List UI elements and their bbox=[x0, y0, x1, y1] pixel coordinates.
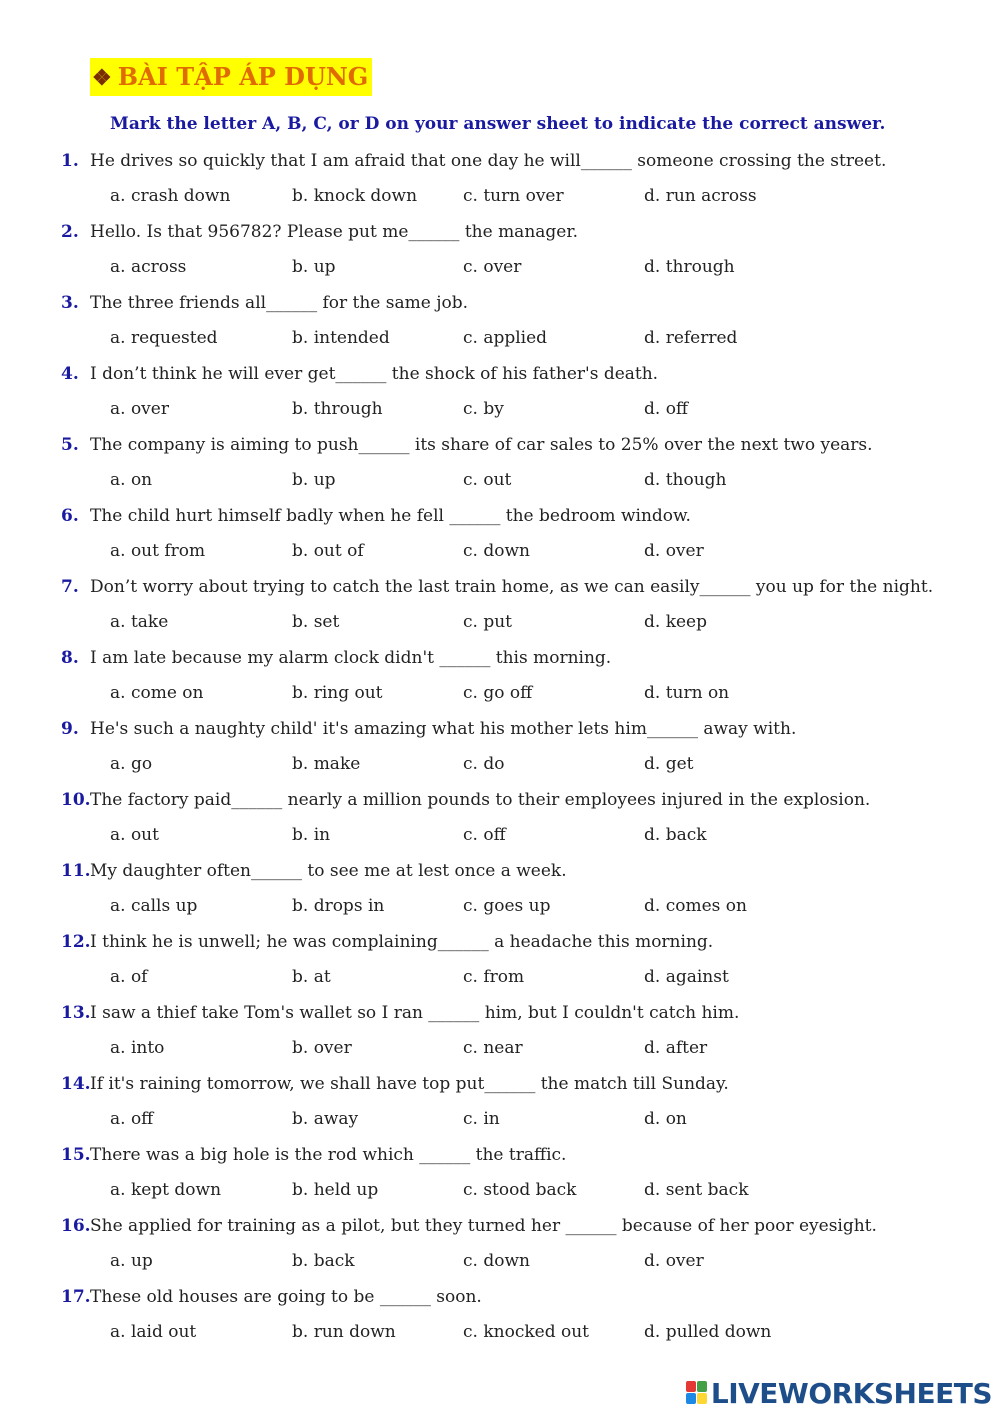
answer-option-c[interactable]: c. turn over bbox=[463, 186, 564, 206]
answer-option-b[interactable]: b. intended bbox=[292, 328, 390, 348]
answer-option-d[interactable]: d. run across bbox=[644, 186, 757, 206]
exercise-title-text: BÀI TẬP ÁP DỤNG bbox=[117, 62, 369, 91]
answer-option-b[interactable]: b. held up bbox=[292, 1180, 379, 1200]
question-text: There was a big hole is the rod which ______ the traffic. bbox=[90, 1145, 567, 1165]
instruction-text: Mark the letter A, B, C, or D on your answer sheet to indicate the correct answer. bbox=[110, 114, 886, 134]
answer-option-c[interactable]: c. near bbox=[463, 1038, 523, 1058]
answer-option-b[interactable]: b. up bbox=[292, 257, 336, 277]
answer-option-a[interactable]: a. on bbox=[110, 470, 153, 490]
question-number: 11. bbox=[61, 861, 91, 881]
question-item bbox=[0, 362, 1000, 433]
question-item bbox=[0, 1072, 1000, 1143]
question-text: The three friends all______ for the same job. bbox=[90, 293, 469, 313]
answer-option-b[interactable]: b. in bbox=[292, 825, 331, 845]
answer-option-d[interactable]: d. over bbox=[644, 1251, 704, 1271]
answer-option-b[interactable]: b. drops in bbox=[292, 896, 385, 916]
question-number: 8. bbox=[61, 648, 79, 668]
answer-option-c[interactable]: c. down bbox=[463, 1251, 530, 1271]
answer-option-d[interactable]: d. after bbox=[644, 1038, 708, 1058]
answer-option-c[interactable]: c. out bbox=[463, 470, 512, 490]
question-number: 7. bbox=[61, 577, 79, 597]
answer-option-b[interactable]: b. knock down bbox=[292, 186, 418, 206]
answer-option-a[interactable]: a. out from bbox=[110, 541, 206, 561]
answer-option-c[interactable]: c. go off bbox=[463, 683, 533, 703]
answer-option-b[interactable]: b. set bbox=[292, 612, 340, 632]
answer-option-d[interactable]: d. through bbox=[644, 257, 735, 277]
answer-option-a[interactable]: a. out bbox=[110, 825, 159, 845]
question-item bbox=[0, 930, 1000, 1001]
answer-option-a[interactable]: a. into bbox=[110, 1038, 165, 1058]
question-text: These old houses are going to be ______ soon. bbox=[90, 1287, 482, 1307]
question-item bbox=[0, 1214, 1000, 1285]
question-item bbox=[0, 1285, 1000, 1356]
answer-option-c[interactable]: c. stood back bbox=[463, 1180, 577, 1200]
answer-option-c[interactable]: c. knocked out bbox=[463, 1322, 589, 1342]
answer-option-d[interactable]: d. off bbox=[644, 399, 689, 419]
question-text: Don’t worry about trying to catch the last train home, as we can easily______ you up for the night. bbox=[90, 577, 934, 597]
answer-option-d[interactable]: d. turn on bbox=[644, 683, 730, 703]
answer-option-c[interactable]: c. goes up bbox=[463, 896, 551, 916]
question-number: 6. bbox=[61, 506, 79, 526]
question-item bbox=[0, 717, 1000, 788]
question-item bbox=[0, 504, 1000, 575]
question-text: He's such a naughty child' it's amazing what his mother lets him______ away with. bbox=[90, 719, 797, 739]
question-item bbox=[0, 646, 1000, 717]
question-number: 4. bbox=[61, 364, 79, 384]
question-text: I am late because my alarm clock didn't ______ this morning. bbox=[90, 648, 612, 668]
answer-option-c[interactable]: c. by bbox=[463, 399, 504, 419]
answer-option-d[interactable]: d. sent back bbox=[644, 1180, 749, 1200]
question-item bbox=[0, 291, 1000, 362]
question-text: The factory paid______ nearly a million pounds to their employees injured in the explosion. bbox=[90, 790, 871, 810]
liveworksheets-logo-text: LIVEWORKSHEETS bbox=[710, 1376, 992, 1410]
question-number: 16. bbox=[61, 1216, 91, 1236]
answer-option-b[interactable]: b. back bbox=[292, 1251, 355, 1271]
answer-option-a[interactable]: a. kept down bbox=[110, 1180, 222, 1200]
answer-option-a[interactable]: a. over bbox=[110, 399, 169, 419]
question-number: 3. bbox=[61, 293, 79, 313]
question-number: 1. bbox=[61, 151, 79, 171]
answer-option-c[interactable]: c. from bbox=[463, 967, 525, 987]
question-item bbox=[0, 1001, 1000, 1072]
answer-option-a[interactable]: a. off bbox=[110, 1109, 154, 1129]
question-text: If it's raining tomorrow, we shall have top put______ the match till Sunday. bbox=[90, 1074, 729, 1094]
answer-option-c[interactable]: c. over bbox=[463, 257, 522, 277]
answer-option-b[interactable]: b. out of bbox=[292, 541, 364, 561]
exercise-title bbox=[90, 58, 372, 96]
question-item bbox=[0, 859, 1000, 930]
answer-option-b[interactable]: b. make bbox=[292, 754, 361, 774]
answer-option-a[interactable]: a. across bbox=[110, 257, 187, 277]
answer-option-d[interactable]: d. back bbox=[644, 825, 707, 845]
liveworksheets-logo bbox=[686, 1378, 992, 1408]
question-number: 2. bbox=[61, 222, 79, 242]
answer-option-b[interactable]: b. ring out bbox=[292, 683, 383, 703]
answer-option-d[interactable]: d. keep bbox=[644, 612, 707, 632]
question-item bbox=[0, 1143, 1000, 1214]
answer-option-a[interactable]: a. requested bbox=[110, 328, 218, 348]
answer-option-a[interactable]: a. take bbox=[110, 612, 169, 632]
question-number: 12. bbox=[61, 932, 91, 952]
answer-option-b[interactable]: b. over bbox=[292, 1038, 352, 1058]
answer-option-d[interactable]: d. though bbox=[644, 470, 727, 490]
liveworksheets-logo-icon bbox=[686, 1381, 708, 1405]
answer-option-c[interactable]: c. off bbox=[463, 825, 506, 845]
answer-option-d[interactable]: d. pulled down bbox=[644, 1322, 772, 1342]
question-number: 15. bbox=[61, 1145, 91, 1165]
question-text: He drives so quickly that I am afraid that one day he will______ someone crossing the street. bbox=[90, 151, 887, 171]
answer-option-a[interactable]: a. go bbox=[110, 754, 153, 774]
question-text: My daughter often______ to see me at lest once a week. bbox=[90, 861, 567, 881]
answer-option-b[interactable]: b. up bbox=[292, 470, 336, 490]
answer-option-a[interactable]: a. of bbox=[110, 967, 148, 987]
answer-option-a[interactable]: a. up bbox=[110, 1251, 153, 1271]
diamond-bullet-icon: ❖ bbox=[92, 65, 112, 91]
answer-option-c[interactable]: c. put bbox=[463, 612, 512, 632]
answer-option-b[interactable]: b. at bbox=[292, 967, 331, 987]
answer-option-a[interactable]: a. crash down bbox=[110, 186, 231, 206]
answer-option-b[interactable]: b. away bbox=[292, 1109, 359, 1129]
question-number: 9. bbox=[61, 719, 79, 739]
answer-option-d[interactable]: d. comes on bbox=[644, 896, 747, 916]
answer-option-b[interactable]: b. run down bbox=[292, 1322, 396, 1342]
answer-option-c[interactable]: c. down bbox=[463, 541, 530, 561]
question-text: The child hurt himself badly when he fell ______ the bedroom window. bbox=[90, 506, 691, 526]
question-item bbox=[0, 788, 1000, 859]
answer-option-d[interactable]: d. against bbox=[644, 967, 729, 987]
answer-option-a[interactable]: a. come on bbox=[110, 683, 204, 703]
answer-option-d[interactable]: d. get bbox=[644, 754, 694, 774]
question-number: 10. bbox=[61, 790, 91, 810]
question-text: I think he is unwell; he was complaining______ a headache this morning. bbox=[90, 932, 714, 952]
question-item bbox=[0, 433, 1000, 504]
question-number: 5. bbox=[61, 435, 79, 455]
answer-option-a[interactable]: a. laid out bbox=[110, 1322, 197, 1342]
question-text: I saw a thief take Tom's wallet so I ran ______ him, but I couldn't catch him. bbox=[90, 1003, 740, 1023]
answer-option-c[interactable]: c. in bbox=[463, 1109, 500, 1129]
question-number: 13. bbox=[61, 1003, 91, 1023]
question-number: 17. bbox=[61, 1287, 91, 1307]
question-text: Hello. Is that 956782? Please put me______ the manager. bbox=[90, 222, 579, 242]
answer-option-d[interactable]: d. over bbox=[644, 541, 704, 561]
answer-option-d[interactable]: d. on bbox=[644, 1109, 687, 1129]
answer-option-b[interactable]: b. through bbox=[292, 399, 383, 419]
answer-option-d[interactable]: d. referred bbox=[644, 328, 738, 348]
question-item bbox=[0, 149, 1000, 220]
question-text: The company is aiming to push______ its share of car sales to 25% over the next two years. bbox=[90, 435, 873, 455]
question-item bbox=[0, 220, 1000, 291]
question-text: I don’t think he will ever get______ the shock of his father's death. bbox=[90, 364, 659, 384]
question-text: She applied for training as a pilot, but they turned her ______ because of her poor eyesight. bbox=[90, 1216, 877, 1236]
question-item bbox=[0, 575, 1000, 646]
answer-option-c[interactable]: c. applied bbox=[463, 328, 548, 348]
question-number: 14. bbox=[61, 1074, 91, 1094]
answer-option-a[interactable]: a. calls up bbox=[110, 896, 198, 916]
answer-option-c[interactable]: c. do bbox=[463, 754, 505, 774]
